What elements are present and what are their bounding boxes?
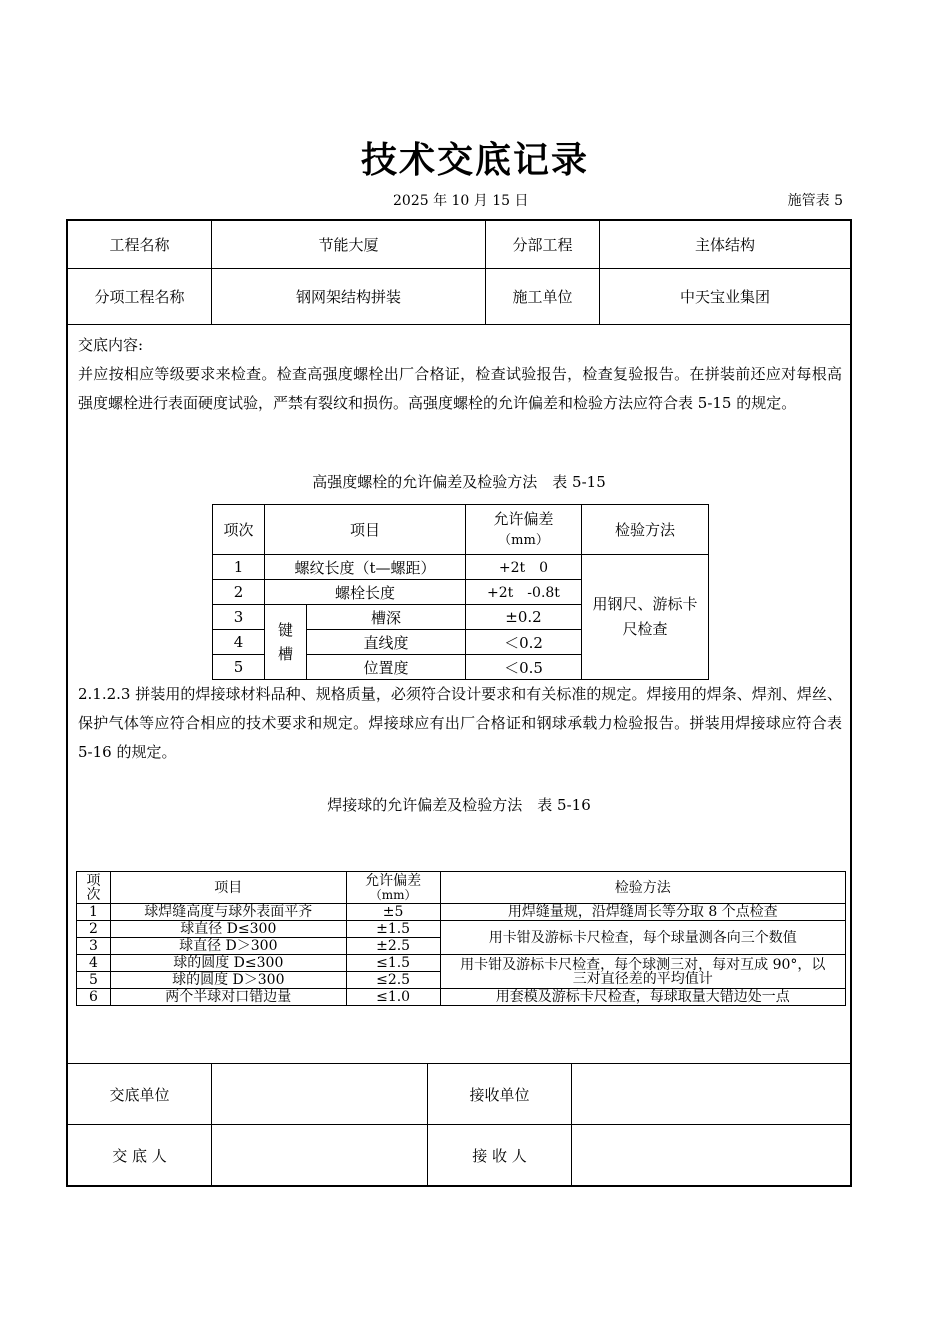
- record-date: 2025 年 10 月 15 日: [393, 193, 529, 209]
- receiver-unit-label: 接收单位: [469, 1085, 530, 1104]
- table-cell: 直线度: [307, 630, 466, 655]
- t1-group-keyway-b: 槽: [277, 645, 293, 663]
- table-cell: ±0.2: [466, 605, 582, 630]
- t1-header-no: 项次: [213, 505, 265, 555]
- table-cell: 用卡钳及游标卡尺检查，每个球测三对，每对互成 90°，以三对直径差的平均值计: [440, 955, 845, 989]
- t2-header-no-b: 次: [86, 886, 101, 903]
- table-cell: +2t -0.8t: [466, 580, 582, 605]
- content-label: 交底内容:: [78, 336, 144, 354]
- division-value: 主体结构: [694, 236, 755, 254]
- table-cell: 两个半球对口错边量: [110, 989, 346, 1006]
- table-cell: 球直径 D＞300: [110, 938, 346, 955]
- table-cell: ≤2.5: [346, 972, 440, 989]
- project-name-label: 工程名称: [109, 236, 170, 254]
- t2-header-no: [77, 872, 111, 904]
- table-cell: 2: [77, 921, 111, 938]
- table-cell: ＜0.5: [466, 655, 582, 680]
- table-cell: 用套模及游标卡尺检查，每球取量大错边处一点: [440, 989, 845, 1006]
- table-cell: 螺纹长度（t—螺距）: [265, 555, 466, 580]
- table-cell: 1: [77, 904, 111, 921]
- t2-header-item: 项目: [110, 872, 346, 904]
- table-cell: ≤1.5: [346, 955, 440, 972]
- form-number: 施管表 5: [787, 193, 843, 209]
- t2-header-no-a: 项: [86, 872, 101, 889]
- t1-header-tol-text: 允许偏差: [493, 509, 554, 528]
- subitem-name-value: 钢网架结构拼装: [295, 288, 401, 306]
- bolt-tolerance-table: [212, 504, 709, 680]
- handover-person-field[interactable]: [212, 1125, 427, 1185]
- table-cell: 球直径 D≤300: [110, 921, 346, 938]
- t2-header-method: 检验方法: [440, 872, 845, 904]
- handover-content-2: [78, 680, 842, 767]
- table-cell: 3: [213, 605, 265, 630]
- handover-unit-field[interactable]: [212, 1064, 427, 1124]
- table-cell: ＜0.2: [466, 630, 582, 655]
- record-frame: [66, 219, 852, 1187]
- table-cell: 1: [213, 555, 265, 580]
- table-cell: 用焊缝量规，沿焊缝周长等分取 8 个点检查: [440, 904, 845, 921]
- table-cell: 4: [213, 630, 265, 655]
- content-paragraph-1: 并应按相应等级要求来检查。检查高强度螺栓出厂合格证，检查试验报告，检查复验报告。在拼装前还应对每根高强度螺栓进行表面硬度试验，严禁有裂纹和损伤。高强度螺栓的允许偏差和检验方法应符合表 5-15 的规定。: [78, 365, 842, 412]
- page-title: 技术交底记录: [360, 140, 589, 181]
- content-paragraph-2: 2.1.2.3 拼装用的焊接球材料品种、规格质量，必须符合设计要求和有关标准的规定。焊接用的焊条、焊剂、焊丝、保护气体等应符合相应的技术要求和规定。焊接球应有出厂合格证和钢球承载力检验报告。拼装用焊接球应符合表 5-16 的规定。: [78, 685, 842, 761]
- table-cell: 6: [77, 989, 111, 1006]
- table-cell: ≤1.0: [346, 989, 440, 1006]
- table-cell: ±1.5: [346, 921, 440, 938]
- table-cell: 5: [77, 972, 111, 989]
- table-cell: 2: [213, 580, 265, 605]
- table-cell: 球的圆度 D＞300: [110, 972, 346, 989]
- construction-unit-value: 中天宝业集团: [679, 288, 770, 306]
- table-cell: ±2.5: [346, 938, 440, 955]
- table1-caption: 高强度螺栓的允许偏差及检验方法 表 5-15: [312, 473, 606, 491]
- t2-header-tol-unit: （mm）: [369, 887, 417, 902]
- handover-person-label: 交 底 人: [112, 1146, 167, 1165]
- handover-unit-label: 交底单位: [109, 1085, 170, 1104]
- t2-header-tol-text: 允许偏差: [365, 872, 422, 889]
- t1-method: 用钢尺、游标卡尺检查: [582, 555, 709, 680]
- t1-group-keyway: [265, 605, 307, 680]
- receiver-person-label: 接 收 人: [472, 1146, 527, 1165]
- t1-group-keyway-a: 键: [277, 621, 293, 639]
- header-bottom-divider: [68, 324, 850, 325]
- project-name-value: 节能大厦: [318, 236, 379, 254]
- table-cell: 球的圆度 D≤300: [110, 955, 346, 972]
- table-cell: +2t 0: [466, 555, 582, 580]
- receiver-unit-field[interactable]: [572, 1064, 850, 1124]
- table-cell: 用卡钳及游标卡尺检查，每个球量测各向三个数值: [440, 921, 845, 955]
- t1-header-item: 项目: [265, 505, 466, 555]
- t1-header-method: 检验方法: [582, 505, 709, 555]
- handover-content: [78, 331, 842, 418]
- table-cell: 3: [77, 938, 111, 955]
- subitem-name-label: 分项工程名称: [94, 288, 185, 306]
- table-cell: 4: [77, 955, 111, 972]
- table-cell: 位置度: [307, 655, 466, 680]
- t1-header-tol-unit: （mm）: [498, 532, 549, 548]
- division-label: 分部工程: [512, 236, 573, 254]
- t2-header-tol: [346, 872, 440, 904]
- construction-unit-label: 施工单位: [512, 288, 573, 306]
- table-cell: 5: [213, 655, 265, 680]
- receiver-person-field[interactable]: [572, 1125, 850, 1185]
- table-cell: 槽深: [307, 605, 466, 630]
- t1-header-tol: [466, 505, 582, 555]
- table-cell: 螺栓长度: [265, 580, 466, 605]
- weld-ball-tolerance-table: [76, 871, 846, 1006]
- table-cell: 球焊缝高度与球外表面平齐: [110, 904, 346, 921]
- table-cell: ±5: [346, 904, 440, 921]
- table2-caption: 焊接球的允许偏差及检验方法 表 5-16: [327, 796, 591, 814]
